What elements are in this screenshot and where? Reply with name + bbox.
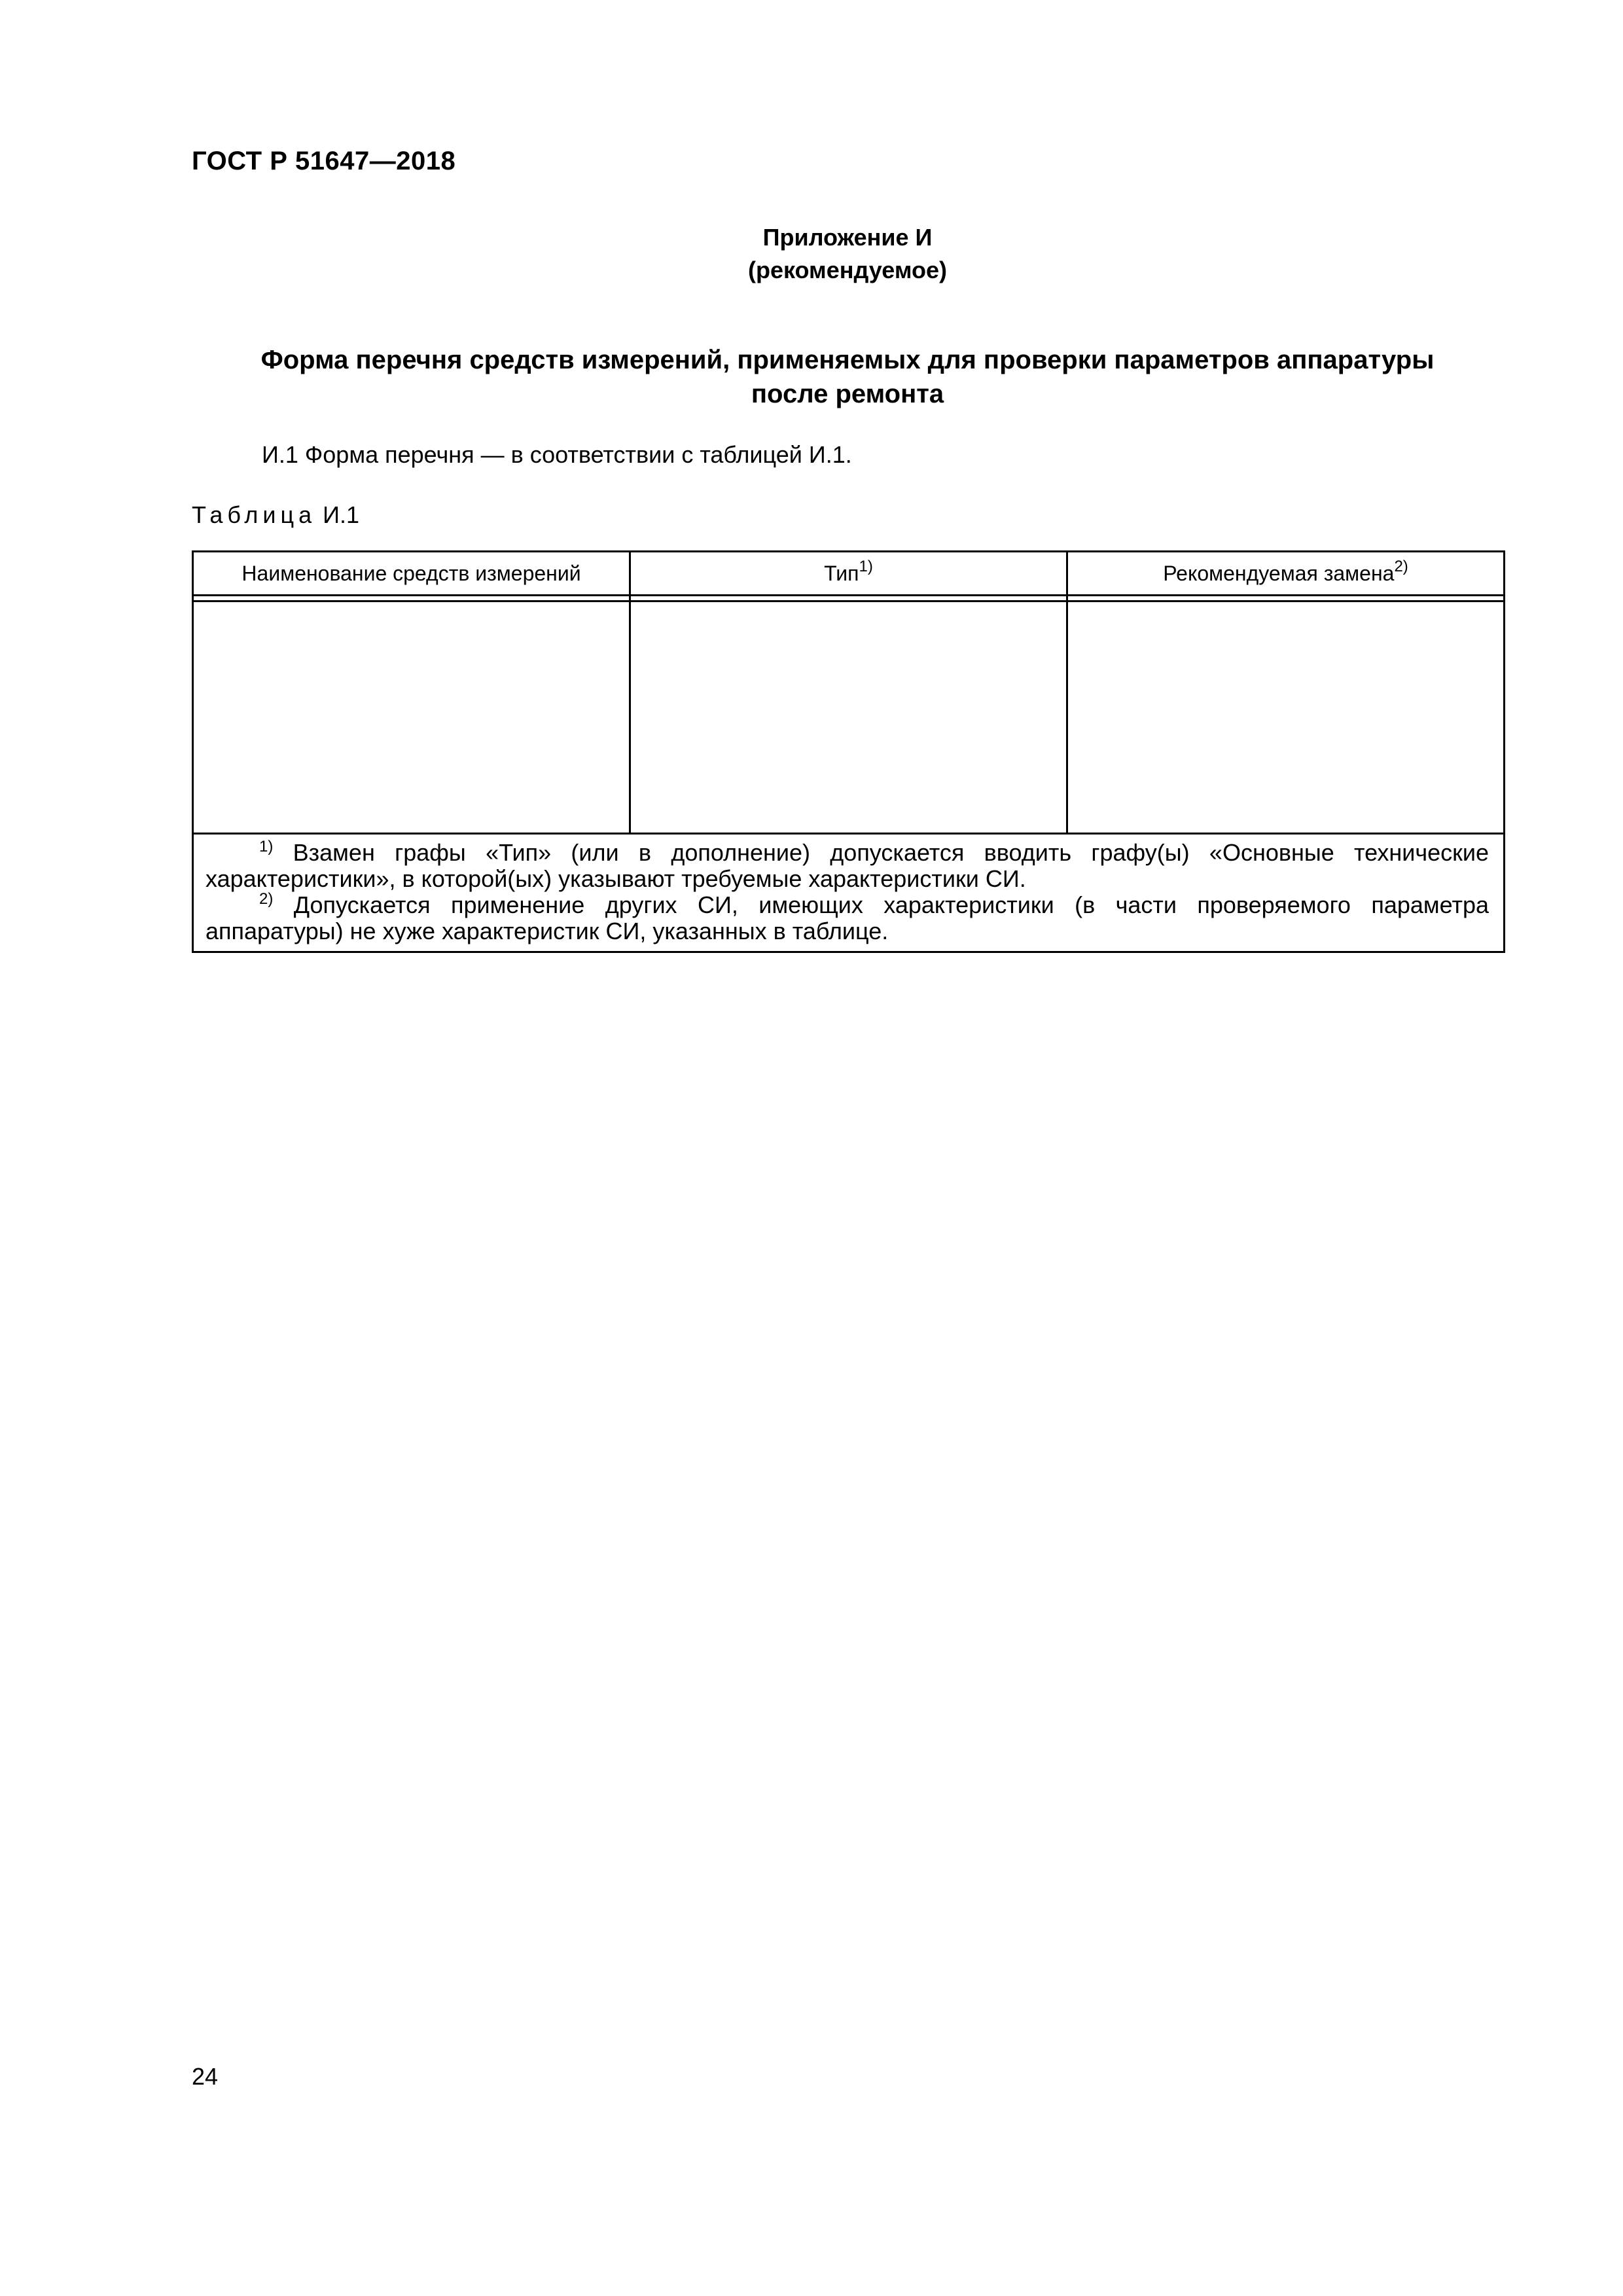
column-header-replacement (1067, 552, 1505, 596)
separator-cell (630, 596, 1067, 601)
footnote-1-mark: 1) (259, 838, 274, 855)
footnote-1 (205, 840, 1489, 892)
column-header-name-label: Наименование средств измерений (241, 561, 581, 585)
table-row (193, 601, 1505, 834)
separator-cell (193, 596, 630, 601)
header-separator-row (193, 596, 1505, 601)
table-cell-replacement (1067, 601, 1505, 834)
table-cell-type (630, 601, 1067, 834)
column-header-type-footnote-mark: 1) (859, 557, 873, 575)
table-caption-number: И.1 (323, 501, 360, 528)
measurement-instruments-table (192, 550, 1505, 953)
document-designation: ГОСТ Р 51647—2018 (192, 147, 456, 175)
appendix-label: Приложение И (762, 224, 933, 251)
footnote-1-text: Взамен графы «Тип» (или в дополнение) допускается вводить графу(ы) «Основные технические характеристики», в которой(ых) указывают требуемые характеристики СИ. (205, 839, 1489, 892)
footnote-2-text: Допускается применение других СИ, имеющих характеристики (в части проверяемого параметра аппаратуры) не хуже характеристик СИ, указанных в таблице. (205, 891, 1489, 944)
table-cell-name (193, 601, 630, 834)
footnote-2 (205, 892, 1489, 944)
section-title-line-1: Форма перечня средств измерений, применяемых для проверки параметров аппаратуры (260, 346, 1435, 374)
column-header-name (193, 552, 630, 596)
column-header-type-label: Тип (824, 561, 859, 585)
section-title (192, 343, 1503, 411)
section-title-line-2: после ремонта (751, 380, 944, 408)
table-caption-word: Таблица (192, 501, 317, 528)
column-header-type (630, 552, 1067, 596)
column-header-replacement-label: Рекомендуемая замена (1163, 561, 1395, 585)
table-notes-row (193, 834, 1505, 952)
appendix-status: (рекомендуемое) (748, 257, 947, 283)
table-footnotes (193, 834, 1505, 952)
table-header-row (193, 552, 1505, 596)
appendix-heading (0, 221, 1623, 287)
footnote-2-mark: 2) (259, 890, 274, 908)
column-header-replacement-footnote-mark: 2) (1394, 557, 1408, 575)
table-caption (192, 501, 359, 529)
paragraph-i1: И.1 Форма перечня — в соответствии с таблицей И.1. (262, 441, 852, 468)
page-number: 24 (192, 2063, 219, 2090)
separator-cell (1067, 596, 1505, 601)
